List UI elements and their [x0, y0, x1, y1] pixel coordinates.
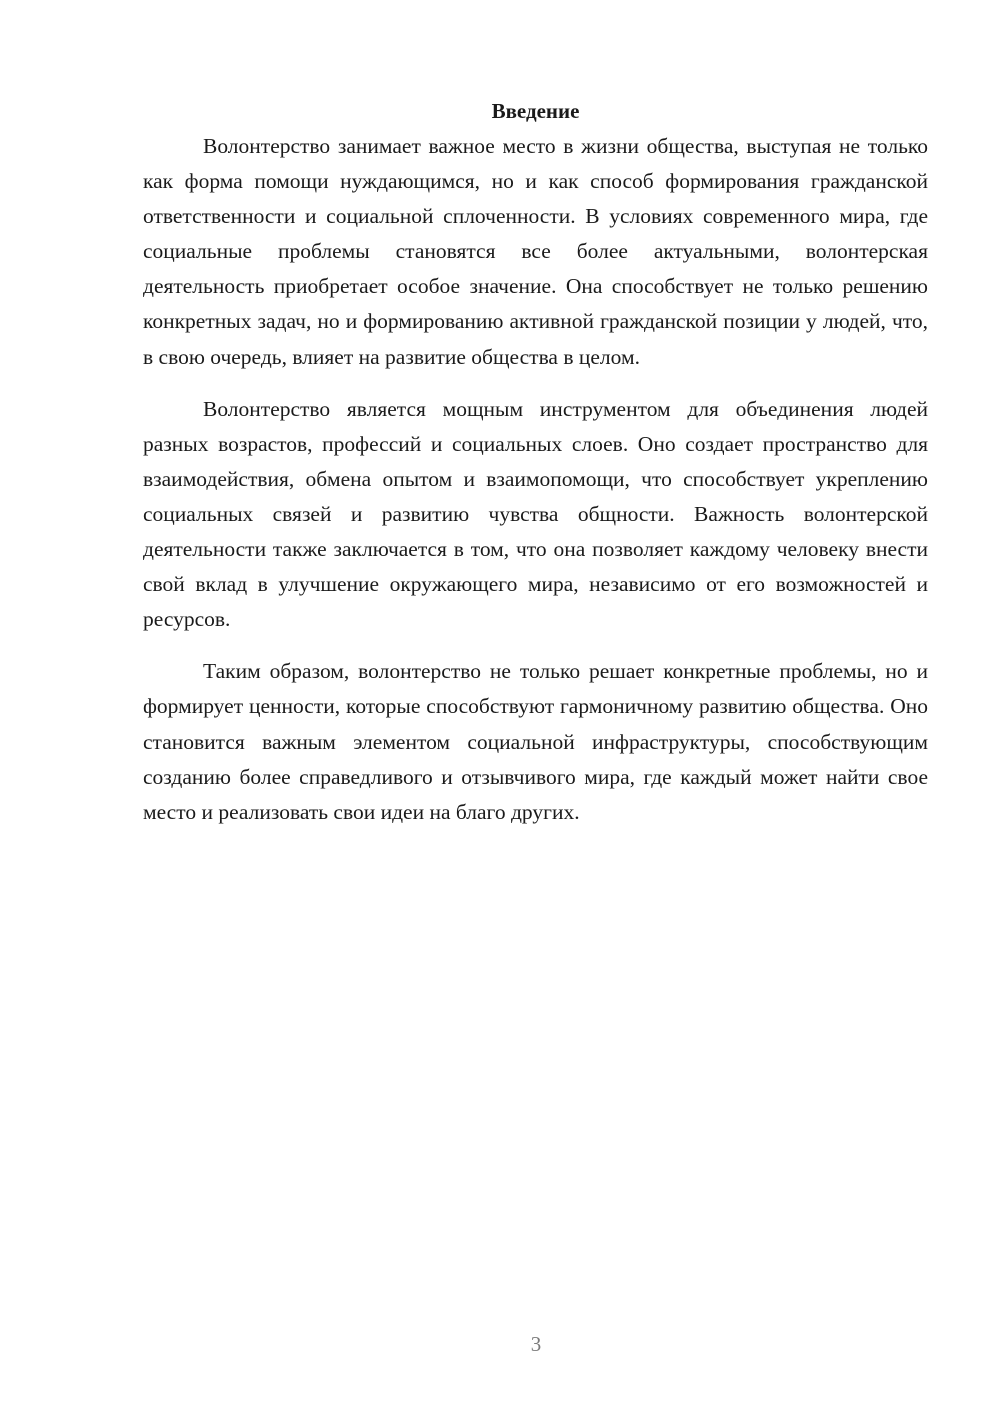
paragraph-3: Таким образом, волонтерство не только решает конкретные проблемы, но и формирует ценности, которые способствуют гармоничному развитию общества. Оно становится важным элементом социальной инфраструктуры, способствующим созданию более справедливого и отзывчивого мира, где каждый может найти свое место и реализовать свои идеи на благо других. [143, 659, 928, 824]
page-title: Введение [491, 99, 580, 123]
page-number: 3 [530, 1332, 542, 1356]
page-content [143, 94, 928, 830]
paragraph-2: Волонтерство является мощным инструментом для объединения людей разных возрастов, профессий и социальных слоев. Оно создает пространство для взаимодействия, обмена опытом и взаимопомощи, что способствует укреплению социальных связей и развитию чувства общности. Важность волонтерской деятельности также заключается в том, что она позволяет каждому человеку внести свой вклад в улучшение окружающего мира, независимо от его возможностей и ресурсов. [143, 396, 928, 632]
paragraph-1: Волонтерство занимает важное место в жизни общества, выступая не только как форма помощи нуждающимся, но и как способ формирования гражданской ответственности и социальной сплоченности. В условиях современного мира, где социальные проблемы становятся все более актуальными, волонтерская деятельность приобретает особое значение. Она способствует не только решению конкретных задач, но и формированию активной гражданской позиции у людей, что, в свою очередь, влияет на развитие общества в целом. [143, 134, 928, 369]
